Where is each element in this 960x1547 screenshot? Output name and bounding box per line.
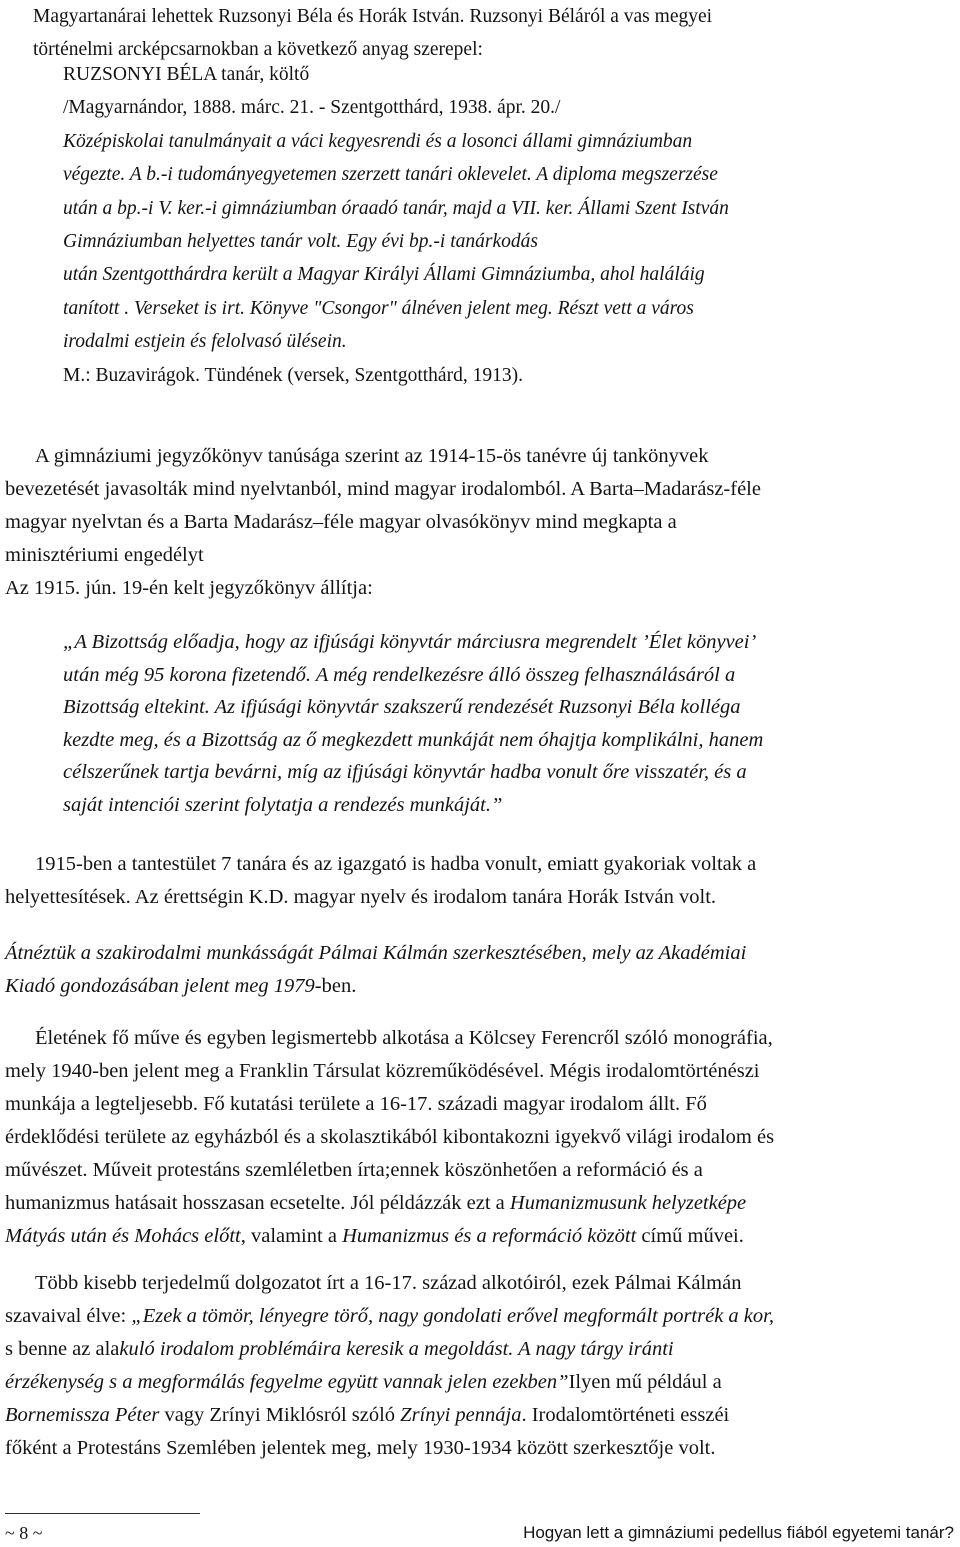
text-line: irodalmi estjein és felolvasó ülésein. bbox=[63, 331, 347, 353]
text-line: után a bp.-i V. ker.-i gimnáziumban óraadó tanár, majd a VII. ker. Állami Szent István bbox=[63, 197, 729, 219]
text-line: Középiskolai tanulmányait a váci kegyesrendi és a losonci állami gimnáziumban bbox=[63, 130, 693, 152]
intro-paragraph bbox=[33, 0, 712, 66]
paragraph-1915 bbox=[5, 848, 756, 914]
footer-divider bbox=[5, 1513, 200, 1514]
text-line: helyettesítések. Az érettségin K.D. magyar nyelv és irodalom tanára Horák István volt. bbox=[5, 886, 717, 908]
text-line: szavaival élve: „Ezek a tömör, lényegre törő, nagy gondolati erővel megformált portrék a kor, bbox=[5, 1305, 774, 1327]
text-line: Életének fő műve és egyben legismertebb alkotása a Kölcsey Ferencről szóló monográfia, bbox=[35, 1027, 773, 1049]
minutes-quote bbox=[63, 626, 763, 821]
text-line: végezte. A b.-i tudományegyetemen szerzett tanári oklevelet. A diploma megszerzése bbox=[63, 164, 718, 186]
bio-works: M.: Buzavirágok. Tündének (versek, Szentgotthárd, 1913). bbox=[63, 364, 523, 386]
paragraph-textbooks bbox=[5, 440, 761, 605]
paragraph-literature bbox=[5, 937, 746, 1003]
text-line: Átnéztük a szakirodalmi munkásságát Pálmai Kálmán szerkesztésében, mely az Akadémiai bbox=[5, 942, 747, 964]
text-line: Az 1915. jún. 19-én kelt jegyzőkönyv állítja: bbox=[5, 577, 373, 599]
text-line: bevezetését javasolták mind nyelvtanból, mind magyar irodalomból. A Barta–Madarász-féle bbox=[5, 478, 761, 500]
paragraph-main-work bbox=[5, 1022, 774, 1253]
text-line: minisztériumi engedélyt bbox=[5, 544, 204, 566]
text-line: Magyartanárai lehettek Ruzsonyi Béla és Horák István. Ruzsonyi Béláról a vas megyei bbox=[33, 6, 713, 27]
text-line: Gimnáziumban helyettes tanár volt. Egy évi bp.-i tanárkodás bbox=[63, 231, 538, 253]
text-line: magyar nyelvtan és a Barta Madarász–féle magyar olvasókönyv mind megkapta a bbox=[5, 511, 677, 533]
bio-heading: RUZSONYI BÉLA tanár, költő bbox=[63, 64, 310, 85]
text-line: érdeklődési területe az egyházból és a skolasztikából kibontakozni igyekvő világi irodalom és bbox=[5, 1126, 775, 1148]
text-line: s benne az alakuló irodalom problémáira keresik a megoldást. A nagy tárgy iránti bbox=[5, 1338, 674, 1360]
text-line: után még 95 korona fizetendő. A még rendelkezésre álló összeg felhasználásáról a bbox=[63, 663, 736, 686]
paragraph-essays bbox=[5, 1267, 774, 1465]
text-line: saját intenciói szerint folytatja a rendezés munkáját.” bbox=[63, 793, 503, 816]
text-line: tanított . Verseket is irt. Könyve "Csongor" álnéven jelent meg. Részt vett a város bbox=[63, 297, 694, 319]
text-line: Kiadó gondozásában jelent meg 1979-ben. bbox=[5, 975, 357, 997]
text-line: Bornemissza Péter vagy Zrínyi Miklósról szóló Zrínyi pennája. Irodalomtörténeti esszéi bbox=[5, 1404, 730, 1426]
text-line: után Szentgotthárdra került a Magyar Királyi Állami Gimnáziumba, ahol haláláig bbox=[63, 264, 705, 286]
text-line: mely 1940-ben jelent meg a Franklin Társulat közreműködésével. Mégis irodalomtörténészi bbox=[5, 1060, 760, 1082]
text-line: kezdte meg, és a Bizottság az ő megkezdett munkáját nem óhajtja komplikálni, hanem bbox=[63, 728, 764, 751]
text-line: humanizmus hatásait hosszasan ecsetelte. Jól példázzák ezt a Humanizmusunk helyzetképe bbox=[5, 1192, 747, 1214]
biography-entry bbox=[63, 58, 729, 392]
bio-dates: /Magyarnándor, 1888. márc. 21. - Szentgotthárd, 1938. ápr. 20./ bbox=[63, 97, 561, 119]
text-line: művészet. Műveit protestáns szemléletben írta;ennek köszönhetően a reformáció és a bbox=[5, 1159, 703, 1181]
running-title: Hogyan lett a gimnáziumi pedellus fiából egyetemi tanár? bbox=[523, 1523, 954, 1542]
text-line: 1915-ben a tantestület 7 tanára és az igazgató is hadba vonult, emiatt gyakoriak voltak a bbox=[35, 853, 757, 875]
text-line: munkája a legteljesebb. Fő kutatási területe a 16-17. századi magyar irodalom állt. Fő bbox=[5, 1093, 707, 1115]
text-line: Mátyás után és Mohács előtt, valamint a Humanizmus és a reformáció között című művei. bbox=[5, 1225, 744, 1247]
text-line: célszerűnek tartja bevárni, míg az ifjúsági könyvtár hadba vonult őre visszatér, és a bbox=[63, 761, 747, 783]
text-line: Több kisebb terjedelmű dolgozatot írt a 16-17. század alkotóiról, ezek Pálmai Kálmán bbox=[35, 1272, 742, 1294]
text-line: érzékenység s a megformálás fegyelme együtt vannak jelen ezekben”Ilyen mű például a bbox=[5, 1371, 722, 1393]
text-line: Bizottság eltekint. Az ifjúsági könyvtár szakszerű rendezését Ruzsonyi Béla kolléga bbox=[63, 696, 741, 718]
text-line: történelmi arcképcsarnokban a következő anyag szerepel: bbox=[33, 39, 483, 60]
text-line: „A Bizottság előadja, hogy az ifjúsági könyvtár márciusra megrendelt ’Élet könyvei’ bbox=[63, 631, 757, 653]
text-line: A gimnáziumi jegyzőkönyv tanúsága szerint az 1914-15-ös tanévre új tankönyvek bbox=[35, 445, 709, 467]
page-number: ~ 8 ~ bbox=[5, 1523, 43, 1543]
text-line: főként a Protestáns Szemlében jelentek meg, mely 1930-1934 között szerkesztője volt. bbox=[5, 1437, 716, 1459]
